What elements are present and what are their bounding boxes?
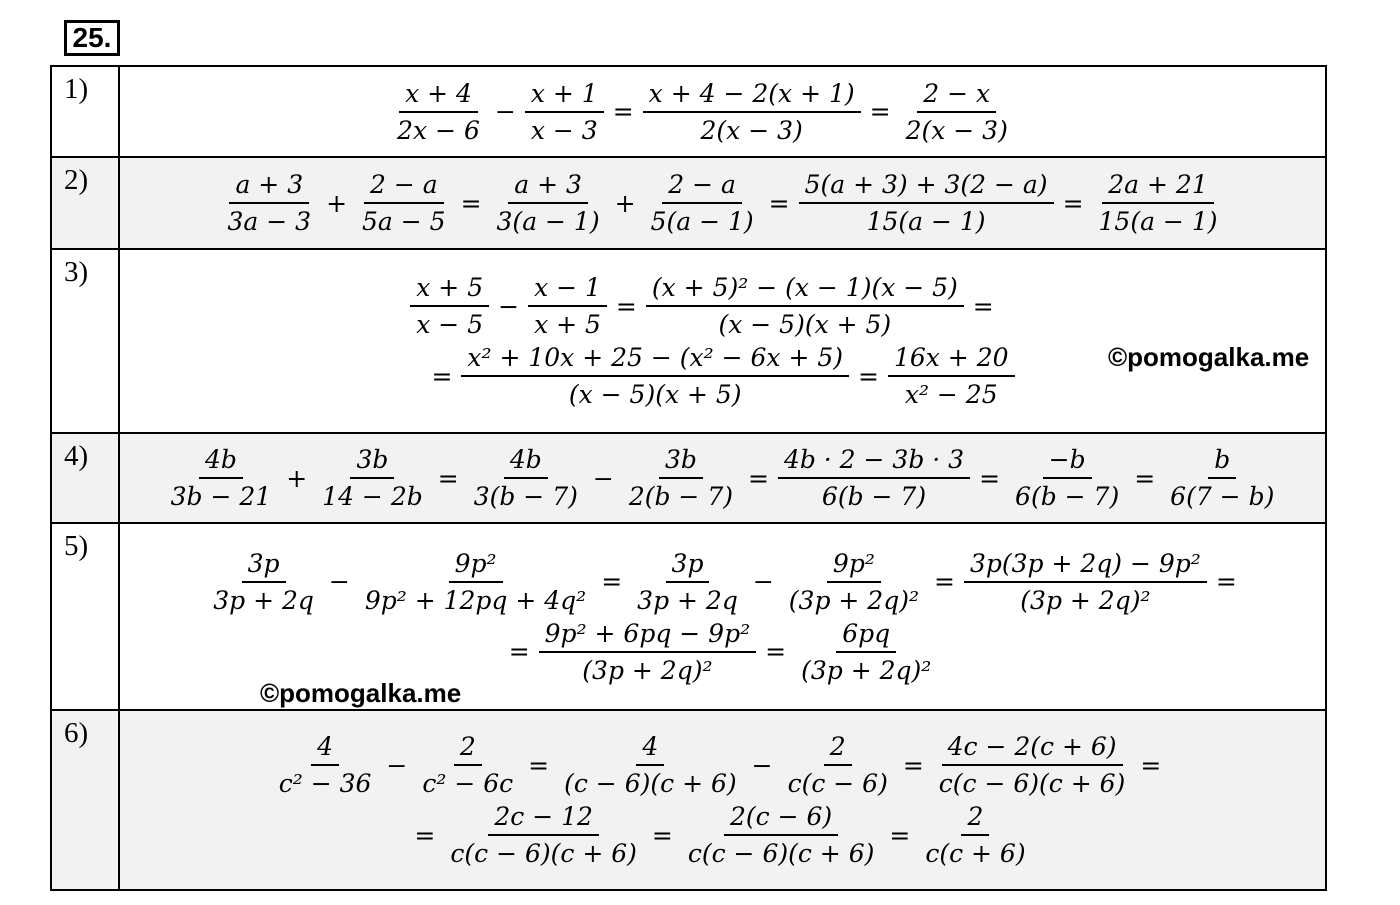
denominator: 15(a − 1): [1098, 207, 1218, 236]
math-operator: +: [326, 188, 348, 218]
solution-row: [51, 66, 1326, 157]
numerator: 2 − x: [917, 79, 996, 113]
row-label: 5): [51, 523, 119, 710]
denominator: c(c + 6): [925, 839, 1026, 868]
numerator: 2c − 12: [488, 802, 599, 836]
math-operator: −: [494, 97, 516, 126]
fraction: [558, 732, 743, 798]
denominator: c(c − 6)(c + 6): [938, 769, 1126, 798]
equation-line: [110, 732, 1325, 798]
fraction: [631, 549, 744, 615]
solution-cell: [119, 66, 1326, 157]
solution-row: [51, 523, 1326, 710]
numerator: a + 3: [229, 170, 309, 204]
math-operator: =: [431, 361, 453, 391]
denominator: 3(b − 7): [473, 482, 578, 511]
numerator: 4b · 2 − 3b · 3: [778, 445, 970, 479]
solution-cell: [119, 157, 1326, 249]
fraction: [416, 732, 519, 798]
math-operator: −: [592, 463, 614, 493]
fraction: [528, 273, 607, 339]
numerator: 2 − a: [662, 170, 742, 204]
fraction: [799, 170, 1054, 236]
row-label: 6): [51, 710, 119, 890]
math-operator: =: [869, 97, 891, 126]
fraction: [391, 79, 486, 145]
watermark: ©pomogalka.me: [260, 678, 462, 708]
math-operator: =: [934, 567, 955, 596]
denominator: 2(b − 7): [628, 482, 733, 511]
numerator: 5(a + 3) + 3(2 − a): [799, 170, 1054, 204]
fraction: [645, 170, 760, 236]
solution-cell: [119, 249, 1326, 433]
fraction: [273, 732, 378, 798]
numerator: 9p²: [449, 549, 503, 583]
numerator: 2(c − 6): [724, 802, 838, 836]
fraction: [623, 445, 739, 511]
denominator: 2(x − 3): [905, 115, 1008, 145]
numerator: (x + 5)² − (x − 1)(x − 5): [646, 273, 964, 307]
fraction: [468, 445, 584, 511]
fraction: [359, 549, 592, 615]
denominator: 2x − 6: [397, 115, 480, 145]
numerator: 3p: [666, 549, 710, 583]
fraction: [795, 619, 937, 685]
denominator: 5(a − 1): [650, 207, 754, 236]
fraction: [539, 619, 756, 685]
math-operator: −: [498, 291, 520, 321]
denominator: x − 5: [416, 310, 484, 339]
math-operator: =: [889, 820, 911, 850]
math-operator: =: [747, 463, 769, 493]
denominator: 3a − 3: [227, 207, 312, 236]
equation-line: [120, 170, 1325, 236]
fraction: [356, 170, 452, 236]
denominator: 3p + 2q: [213, 585, 314, 615]
denominator: 14 − 2b: [322, 482, 423, 511]
solution-row: [51, 433, 1326, 523]
fraction: [1009, 445, 1125, 511]
numerator: 2: [454, 732, 482, 766]
row-label: 1): [51, 66, 119, 157]
math-operator: =: [615, 291, 637, 321]
denominator: c² − 36: [278, 769, 372, 798]
denominator: c(c − 6)(c + 6): [687, 839, 875, 868]
numerator: 9p²: [827, 549, 881, 583]
row-label: 4): [51, 433, 119, 523]
denominator: x + 5: [534, 310, 601, 339]
equation-line: [80, 273, 1325, 339]
numerator: 4b: [199, 445, 243, 479]
denominator: 3b − 21: [170, 482, 272, 511]
watermark: ©pomogalka.me: [1108, 342, 1310, 372]
numerator: 2 − a: [364, 170, 444, 204]
equation-line: [120, 802, 1325, 868]
math-operator: =: [1215, 567, 1237, 596]
fraction: [410, 273, 489, 339]
fraction: [316, 445, 429, 511]
math-operator: =: [460, 188, 482, 218]
denominator: 6(b − 7): [1015, 482, 1120, 511]
numerator: x + 4: [399, 79, 478, 113]
numerator: 3p(3p + 2q) − 9p²: [964, 549, 1207, 583]
denominator: 3p + 2q: [637, 585, 738, 615]
fraction: [491, 170, 606, 236]
equation-line: [120, 549, 1325, 615]
numerator: 4: [636, 732, 664, 766]
denominator: c(c − 6): [787, 769, 888, 798]
numerator: 4b: [504, 445, 548, 479]
denominator: 5a − 5: [362, 207, 446, 236]
denominator: x − 3: [530, 115, 598, 145]
fraction: [525, 79, 604, 145]
solution-cell: [119, 710, 1326, 890]
numerator: x + 4 − 2(x + 1): [643, 79, 861, 113]
denominator: (3p + 2q)²: [788, 585, 919, 615]
denominator: c² − 6c: [422, 769, 514, 798]
numerator: 2: [961, 802, 989, 836]
numerator: 6pq: [836, 619, 896, 653]
fraction: [778, 445, 970, 511]
equation-line: [120, 619, 1325, 685]
fraction: [888, 343, 1015, 409]
fraction: [461, 343, 849, 409]
denominator: (3p + 2q)²: [1020, 585, 1151, 615]
fraction: [222, 170, 318, 236]
denominator: 6(7 − b): [1170, 482, 1275, 511]
math-operator: =: [1062, 188, 1084, 218]
numerator: 3b: [659, 445, 703, 479]
fraction: [646, 273, 964, 339]
numerator: x + 1: [525, 79, 604, 113]
fraction: [933, 732, 1132, 798]
fraction: [1164, 445, 1280, 511]
fraction: [643, 79, 861, 145]
numerator: x − 1: [528, 273, 607, 307]
fraction: [1093, 170, 1224, 236]
numerator: 3b: [350, 445, 394, 479]
fraction: [964, 549, 1207, 615]
numerator: x + 5: [410, 273, 489, 307]
denominator: 6(b − 7): [821, 482, 927, 511]
equation-line: [80, 79, 1325, 145]
problem-number: 25.: [64, 20, 120, 56]
math-operator: =: [528, 750, 550, 780]
math-operator: =: [508, 637, 530, 666]
equation-line: [120, 445, 1325, 511]
math-operator: =: [437, 463, 459, 493]
fraction: [444, 802, 643, 868]
numerator: x² + 10x + 25 − (x² − 6x + 5): [461, 343, 849, 377]
math-operator: +: [286, 463, 308, 493]
solution-row: [51, 249, 1326, 433]
math-operator: =: [612, 97, 634, 126]
row-label: 3): [51, 249, 119, 433]
solution-cell: [119, 523, 1326, 710]
math-operator: =: [651, 820, 673, 850]
denominator: (3p + 2q)²: [801, 655, 932, 685]
solution-row: [51, 157, 1326, 249]
solution-row: [51, 710, 1326, 890]
solution-cell: [119, 433, 1326, 523]
denominator: (x − 5)(x + 5): [568, 380, 742, 409]
math-operator: −: [386, 750, 408, 780]
denominator: (3p + 2q)²: [582, 655, 713, 685]
numerator: −b: [1043, 445, 1092, 479]
math-operator: =: [768, 188, 790, 218]
numerator: b: [1208, 445, 1236, 479]
math-operator: −: [752, 567, 774, 596]
math-operator: =: [972, 291, 994, 321]
fraction: [919, 802, 1031, 868]
denominator: 3(a − 1): [496, 207, 600, 236]
numerator: 3p: [242, 549, 286, 583]
fraction: [207, 549, 320, 615]
math-operator: =: [858, 361, 879, 391]
math-operator: =: [979, 463, 1001, 493]
numerator: a + 3: [508, 170, 588, 204]
numerator: 2a + 21: [1102, 170, 1213, 204]
math-operator: −: [751, 750, 773, 780]
fraction: [682, 802, 881, 868]
math-operator: =: [1134, 463, 1156, 493]
row-label: 2): [51, 157, 119, 249]
numerator: 4c − 2(c + 6): [942, 732, 1123, 766]
denominator: (c − 6)(c + 6): [564, 769, 737, 798]
denominator: (x − 5)(x + 5): [718, 310, 892, 339]
denominator: 15(a − 1): [866, 207, 986, 236]
numerator: 4: [311, 732, 339, 766]
fraction: [900, 79, 1014, 145]
math-operator: =: [902, 750, 924, 780]
fraction: [783, 549, 925, 615]
fraction: [165, 445, 278, 511]
numerator: 16x + 20: [888, 343, 1015, 377]
math-operator: =: [601, 567, 623, 596]
math-operator: =: [765, 637, 787, 666]
math-operator: =: [1140, 750, 1162, 780]
math-operator: =: [414, 820, 436, 850]
math-operator: −: [328, 567, 350, 596]
math-operator: +: [614, 188, 636, 218]
denominator: 9p² + 12pq + 4q²: [364, 585, 587, 615]
denominator: x² − 25: [904, 380, 998, 409]
fraction: [782, 732, 894, 798]
numerator: 9p² + 6pq − 9p²: [539, 619, 756, 653]
solutions-table: [50, 65, 1327, 891]
denominator: c(c − 6)(c + 6): [450, 839, 637, 868]
denominator: 2(x − 3): [700, 115, 803, 145]
numerator: 2: [824, 732, 852, 766]
